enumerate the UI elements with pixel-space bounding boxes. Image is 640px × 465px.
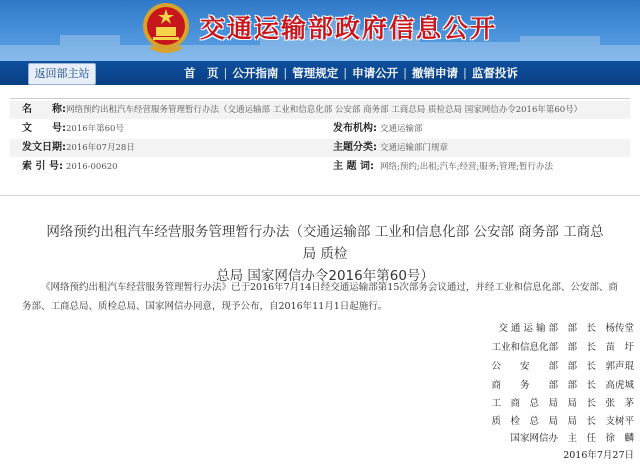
- signature-line: 公 安 部 部 长 郭声琨: [491, 361, 634, 372]
- document-info-table: [10, 98, 630, 178]
- document-date: 2016年7月27日: [563, 450, 634, 461]
- nav-separator: |: [343, 66, 348, 80]
- main-nav: [0, 61, 640, 85]
- document-title-line: 网络预约出租汽车经营服务管理暂行办法（交通运输部 工业和信息化部 公安部 商务部 工商总局 质检: [46, 224, 604, 262]
- section-divider: [0, 195, 640, 196]
- nav-separator: |: [283, 66, 288, 80]
- site-title: 交通运输部政府信息公开: [200, 14, 498, 43]
- info-row-date: [10, 139, 630, 157]
- issue-date-label: 发文日期:: [22, 142, 66, 153]
- signature-line: 交 通 运 输 部 部 长 杨传堂: [498, 323, 634, 334]
- nav-separator: |: [403, 66, 407, 80]
- publisher-label: 发布机构:: [333, 123, 377, 134]
- index-number-value: 2016-00620: [66, 162, 118, 172]
- nav-guide[interactable]: 公开指南: [232, 66, 279, 80]
- signature-line: 商 务 部 部 长 高虎城: [491, 380, 634, 391]
- nav-withdraw[interactable]: 撤销申请: [412, 66, 458, 80]
- signature-line: 国家网信办 主 任 徐 麟: [510, 433, 634, 444]
- name-label: 名 称:: [22, 104, 66, 115]
- nav-separator: |: [463, 66, 467, 80]
- document-title-line: 总局 国家网信办令2016年第60号）: [216, 268, 434, 284]
- category-label: 主题分类:: [333, 142, 377, 153]
- back-to-main-site-button[interactable]: 返回部主站: [28, 63, 96, 85]
- nav-items: [180, 61, 522, 85]
- document-body-paragraph: 《网络预约出租汽车经营服务管理暂行办法》已于2016年7月14日经交通运输部第15次部务会议通过，并经工业和信息化部、公安部、商务部、工商总局、质检总局、国家网信办同意，现予公布，自2016年11月1日起施行。: [22, 282, 618, 312]
- national-emblem-icon: [141, 1, 191, 53]
- nav-complaint[interactable]: 监督投诉: [471, 66, 518, 80]
- index-number-label: 索 引 号:: [22, 161, 63, 172]
- signature-line: 工业和信息化部 部 长 苗 圩: [491, 342, 634, 353]
- signature-line: 工 商 总 局 局 长 张 茅: [491, 398, 634, 409]
- info-row-name: [10, 101, 630, 119]
- nav-home[interactable]: 首 页: [184, 66, 219, 80]
- nav-apply[interactable]: 申请公开: [352, 66, 399, 80]
- doc-number-value: 2016年第60号: [66, 124, 124, 134]
- info-row-index: [10, 158, 630, 176]
- issue-date-value: 2016年07月28日: [66, 143, 135, 153]
- site-header: [0, 0, 640, 61]
- info-row-number: [10, 120, 630, 138]
- doc-number-label: 文 号:: [22, 123, 66, 134]
- publisher-value: 交通运输部: [380, 124, 423, 134]
- signature-line: 质 检 总 局 局 长 支树平: [491, 416, 634, 427]
- keywords-value: 网络;预约;出租;汽车;经营;服务;管理;暂行办法: [380, 162, 554, 172]
- name-value: 网络预约出租汽车经营服务管理暂行办法（交通运输部 工业和信息化部 公安部 商务部 工商总局 质检总局 国家网信办令2016年第60号）: [66, 105, 583, 115]
- nav-regulations[interactable]: 管理规定: [292, 66, 339, 80]
- keywords-label: 主 题 词:: [333, 161, 374, 172]
- category-value: 交通运输部门规章: [380, 143, 449, 153]
- nav-separator: |: [223, 66, 228, 80]
